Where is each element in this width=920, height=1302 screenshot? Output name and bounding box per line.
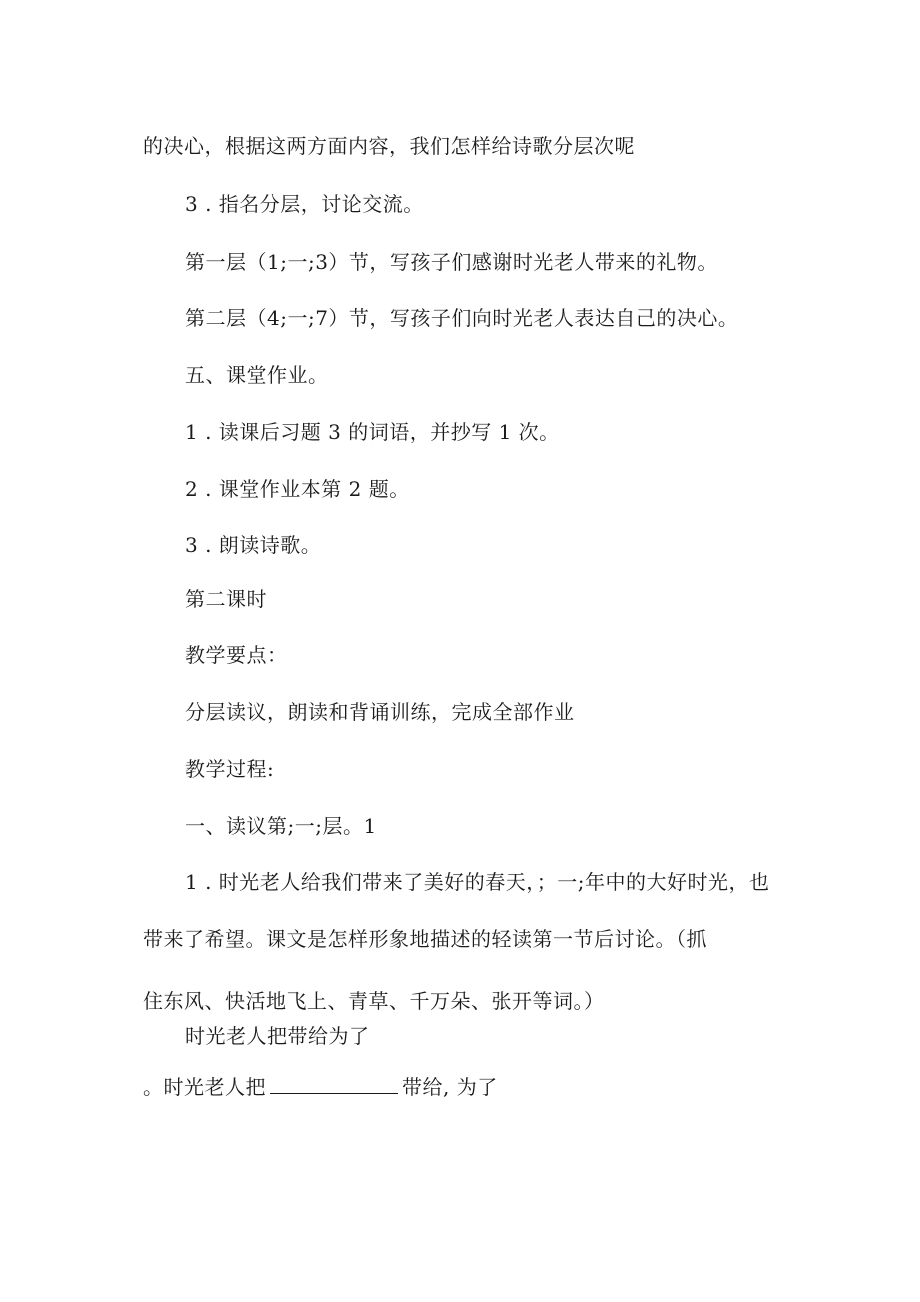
section-heading: 教学要点： (185, 643, 288, 667)
text-line: 第二层（4;一;7）节，写孩子们向时光老人表达自己的决心。 (185, 306, 739, 330)
list-item: 1 . 读课后习题 3 的词语，并抄写 1 次。 (185, 420, 560, 444)
fill-in-line (143, 1073, 498, 1101)
text-line: 带来了希望。课文是怎样形象地描述的轻读第一节后讨论。（抓 (143, 927, 707, 951)
text-line: 时光老人把带给为了 (185, 1024, 370, 1048)
list-item: 3 . 朗读诗歌。 (185, 533, 322, 557)
fill-in-suffix: 带给, 为了 (402, 1075, 498, 1099)
text-line: 的决心，根据这两方面内容，我们怎样给诗歌分层次呢 (143, 134, 635, 158)
section-heading: 一、读议第;一;层。1 (185, 814, 377, 838)
list-item: 1 . 时光老人给我们带来了美好的春天，；一;年中的大好时光，也 (185, 870, 770, 894)
list-item: 3 . 指名分层，讨论交流。 (185, 192, 424, 216)
text-line: 住东风、快活地飞上、青草、千万朵、张开等词。） (143, 989, 605, 1013)
lesson-heading: 第二课时 (185, 587, 267, 611)
section-heading: 教学过程: (185, 757, 275, 781)
fill-in-prefix: 。时光老人把 (143, 1075, 266, 1099)
list-item: 2 . 课堂作业本第 2 题。 (185, 477, 410, 501)
text-line: 分层读议，朗读和背诵训练，完成全部作业 (185, 700, 575, 724)
text-line: 第一层（1;一;3）节，写孩子们感谢时光老人带来的礼物。 (185, 250, 718, 274)
fill-in-blank (270, 1073, 398, 1094)
section-heading: 五、课堂作业。 (185, 363, 329, 387)
